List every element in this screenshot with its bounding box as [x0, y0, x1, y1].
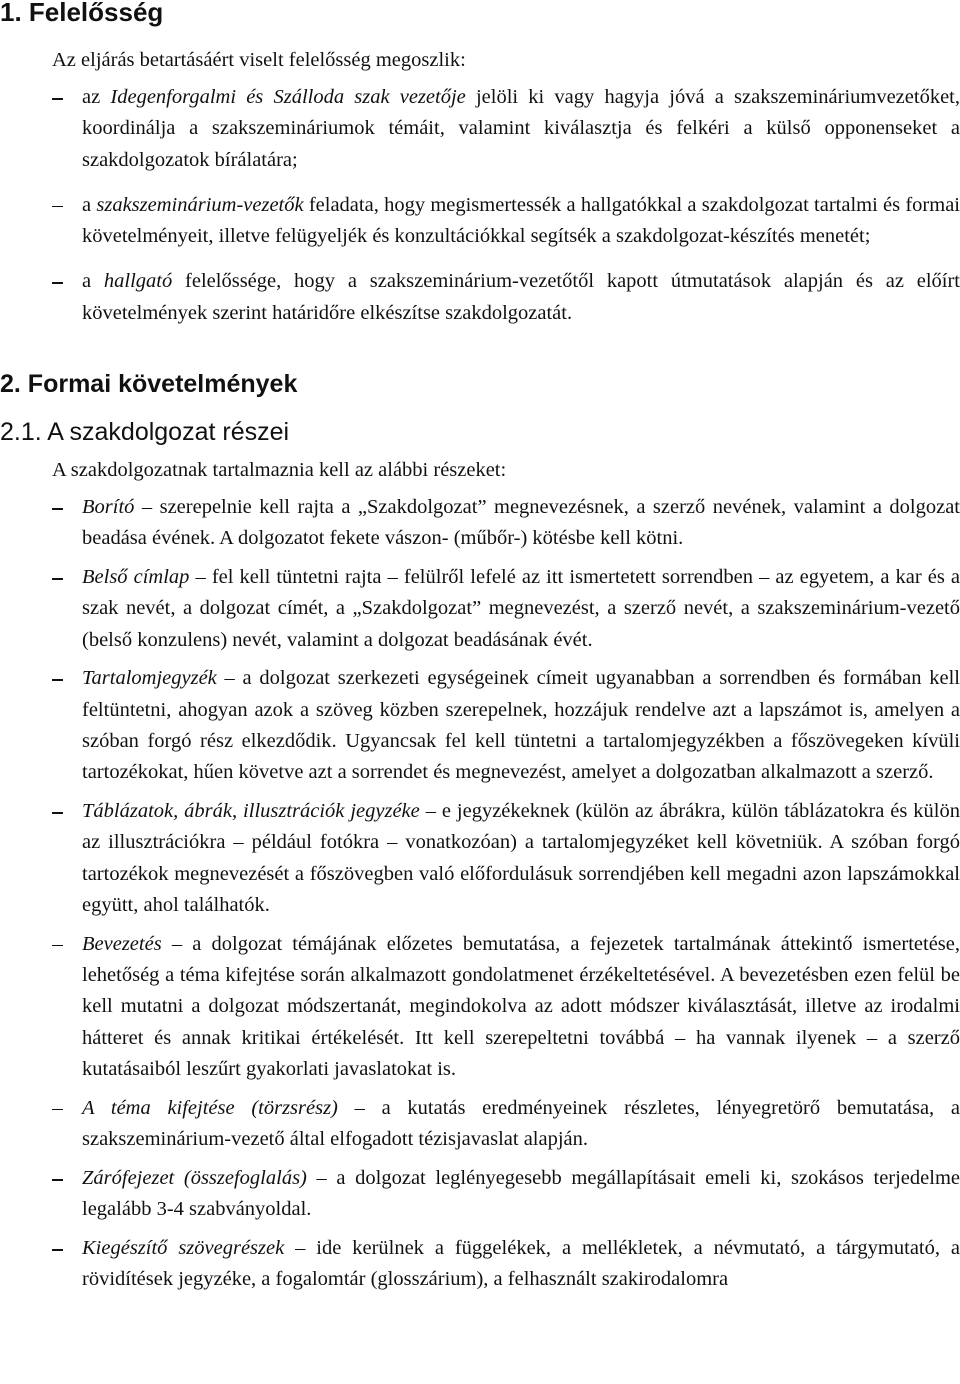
role-term: Idegenforgalmi és Szálloda szak vezetője [110, 86, 466, 108]
part-title: A téma kifejtése (törzsrész) [82, 1096, 338, 1119]
part-title: Tartalomjegyzék [82, 667, 217, 690]
list-item: a hallgató felelőssége, hogy a szakszeminárium-vezetőtől kapott útmutatások alapján és az előírt követelmények szerint határidőre elkészítse szakdolgozatát. [0, 266, 960, 329]
section-2-1-heading: 2.1. A szakdolgozat részei [0, 418, 290, 446]
part-title: Kiegészítő szövegrészek [82, 1237, 285, 1260]
part-title: Táblázatok, ábrák, illusztrációk jegyzéke [82, 800, 420, 823]
responsibility-list [0, 82, 960, 343]
list-item: az Idegenforgalmi és Szálloda szak vezetője jelöli ki vagy hagyja jóvá a szakszemináriumvezetőket, koordinálja a szakszemináriumok témáit, valamint kiválasztja és felkéri a külső opponenseket a szakdolgozatok bírálatára; [0, 82, 960, 176]
part-title: Bevezetés [82, 932, 162, 955]
part-title: Zárófejezet (összefoglalás) [82, 1166, 307, 1189]
role-term: hallgató [103, 270, 173, 293]
role-term: szakszeminárium-vezetők [96, 193, 304, 216]
section-1-intro: Az eljárás betartásáért viselt felelősség megoszlik: [52, 49, 466, 71]
list-item: Zárófejezet (összefoglalás) – a dolgozat leglényegesebb megállapításait emeli ki, szokásos terjedelme legalább 3-4 szabványoldal. [0, 1163, 960, 1226]
section-1-heading: 1. Felelősség [0, 0, 164, 27]
part-title: Belső címlap [82, 566, 190, 589]
list-item: Bevezetés – a dolgozat témájának előzetes bemutatása, a fejezetek tartalmának áttekintő ismertetése, lehetőség a téma kifejtése során alkalmazott gondolatmenet érzékeltetésével. A bevezetésben ezen felül be kell mutatni a dolgozat módszertanát, megindokolva az adott módszer kiválasztását, illetve az irodalmi hátteret és annak kritikai értékelését. Itt kell szerepeltetni továbbá – ha vannak ilyenek – a szerző kutatásaiból leszűrt gyakorlati javaslatokat is. [0, 929, 960, 1085]
part-title: Borító [82, 496, 135, 518]
section-2-1-intro: A szakdolgozatnak tartalmaznia kell az alábbi részeket: [52, 459, 507, 481]
list-item: Tartalomjegyzék – a dolgozat szerkezeti egységeinek címeit ugyanabban a sorrendben és formában kell feltüntetni, ahogyan azok a szöveg közben szerepelnek, hozzájuk rendelve azt a lapszámot is, amelyen a szóban forgó rész elkezdődik. Ugyancsak fel kell tüntetni a tartalomjegyzékben a főszövegeken kívüli tartozékokat, hűen követve azt a sorrendet és megnevezést, amelyet a dolgozatban alkalmazott a szerző. [0, 663, 960, 788]
list-item: A téma kifejtése (törzsrész) – a kutatás eredményeinek részletes, lényegretörő bemutatása, a szakszeminárium-vezető által elfogadott tézisjavaslat alapján. [0, 1093, 960, 1156]
thesis-parts-list [0, 492, 960, 1303]
section-2-heading: 2. Formai követelmények [0, 370, 298, 398]
list-item: Belső címlap – fel kell tüntetni rajta – felülről lefelé az itt ismertetett sorrendben – az egyetem, a kar és a szak nevét, a dolgozat címét, a „Szakdolgozat” megnevezést, a szerző nevét, a szakszeminárium-vezető (belső konzulens) nevét, valamint a dolgozat beadásának évét. [0, 562, 960, 656]
list-item: Táblázatok, ábrák, illusztrációk jegyzéke – e jegyzékeknek (külön az ábrákra, külön táblázatokra és külön az illusztrációkra – például fotókra – vonatkozóan) a tartalomjegyzéket kell követniük. A szóban forgó tartozékok megnevezését a főszövegben való előfordulásuk sorrendjében kell megadni azon lapszámokkal együtt, ahol találhatók. [0, 796, 960, 921]
list-item: Kiegészítő szövegrészek – ide kerülnek a függelékek, a mellékletek, a névmutató, a tárgymutató, a rövidítések jegyzéke, a fogalomtár (glosszárium), a felhasznált szakirodalomra [0, 1233, 960, 1296]
list-item: a szakszeminárium-vezetők feladata, hogy megismertessék a hallgatókkal a szakdolgozat tartalmi és formai követelményeit, illetve felügyeljék és konzultációkkal segítsék a szakdolgozat-készítés menetét; [0, 190, 960, 253]
list-item: Borító – szerepelnie kell rajta a „Szakdolgozat” megnevezésnek, a szerző nevének, valamint a dolgozat beadása évének. A dolgozatot fekete vászon- (műbőr-) kötésbe kell kötni. [0, 492, 960, 555]
